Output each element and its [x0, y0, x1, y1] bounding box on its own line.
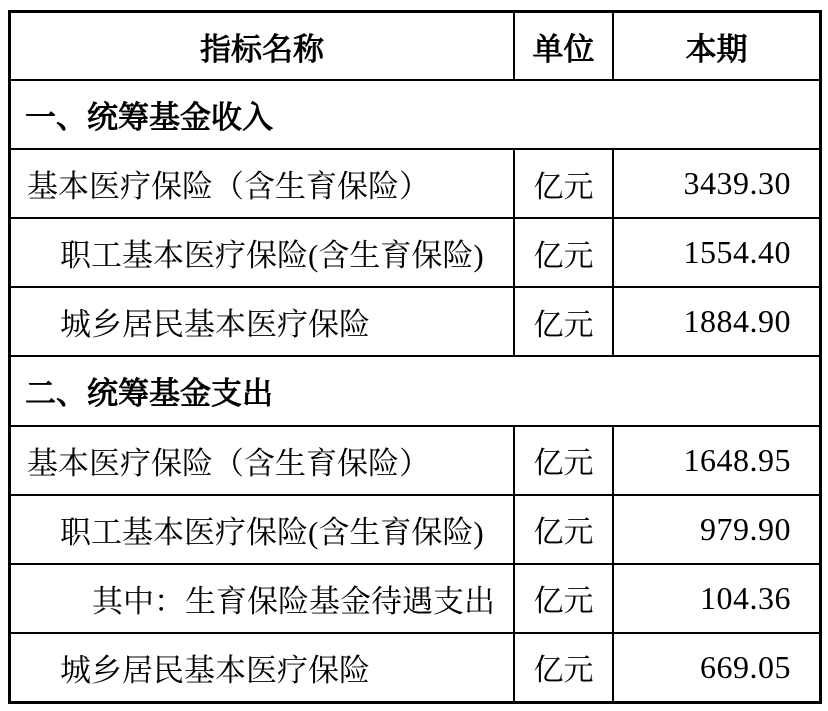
value-cell: 3439.30 [612, 150, 819, 217]
table-row [11, 217, 819, 286]
section-row [11, 79, 819, 148]
value-cell: 104.36 [612, 565, 819, 632]
value-cell: 979.90 [612, 496, 819, 563]
unit-cell: 亿元 [513, 427, 612, 494]
column-header-indicator-name: 指标名称 [200, 31, 324, 67]
value-cell: 1554.40 [612, 219, 819, 286]
section-row [11, 355, 819, 424]
indicator-name-cell: 基本医疗保险（含生育保险） [27, 169, 430, 205]
table-row [11, 494, 819, 563]
table-header-row [11, 13, 819, 79]
value-cell: 1648.95 [612, 427, 819, 494]
unit-cell: 亿元 [513, 288, 612, 355]
medical-insurance-fund-table [8, 10, 822, 704]
table-row [11, 148, 819, 217]
indicator-name-cell: 其中：生育保险基金待遇支出 [92, 583, 495, 619]
indicator-name-cell: 职工基本医疗保险(含生育保险) [60, 514, 484, 550]
table-row [11, 286, 819, 355]
indicator-name-cell: 职工基本医疗保险(含生育保险) [60, 238, 484, 274]
unit-cell: 亿元 [513, 634, 612, 701]
indicator-name-cell: 基本医疗保险（含生育保险） [27, 445, 430, 481]
unit-cell: 亿元 [513, 496, 612, 563]
section-title: 二、统筹基金支出 [25, 376, 273, 412]
section-title: 一、统筹基金收入 [25, 100, 273, 136]
value-cell: 669.05 [612, 634, 819, 701]
indicator-name-cell: 城乡居民基本医疗保险 [60, 652, 370, 688]
unit-cell: 亿元 [513, 565, 612, 632]
unit-cell: 亿元 [513, 219, 612, 286]
table-row [11, 425, 819, 494]
column-header-period: 本期 [612, 13, 819, 79]
table-row [11, 632, 819, 701]
unit-cell: 亿元 [513, 150, 612, 217]
column-header-unit: 单位 [513, 13, 612, 79]
value-cell: 1884.90 [612, 288, 819, 355]
table-row [11, 563, 819, 632]
indicator-name-cell: 城乡居民基本医疗保险 [60, 307, 370, 343]
